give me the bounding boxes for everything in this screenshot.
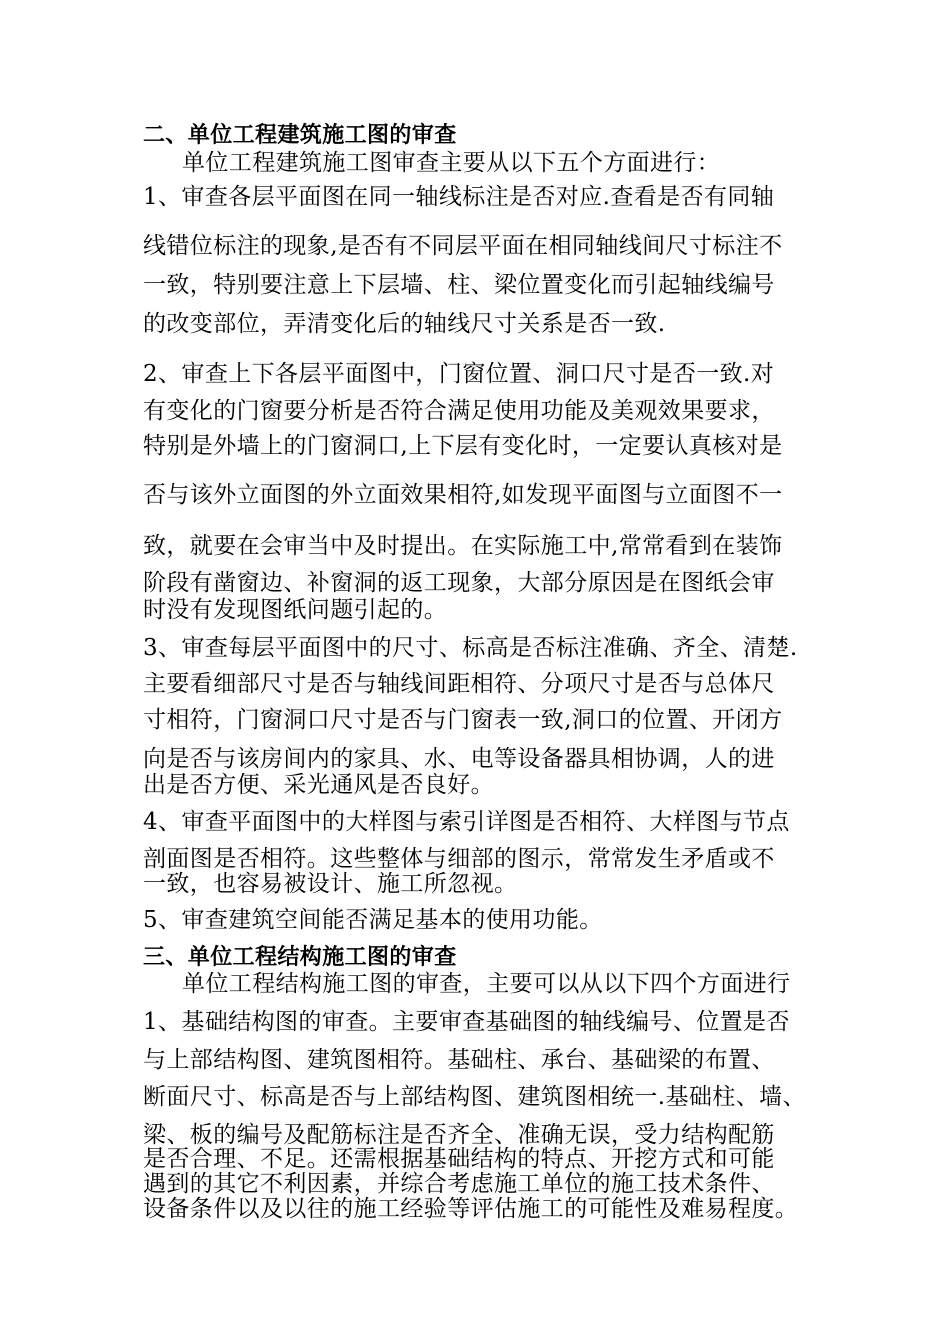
paragraph-line: 单位工程建筑施工图审查主要从以下五个方面进行： bbox=[182, 150, 721, 176]
paragraph-line: 特别是外墙上的门窗洞口,上下层有变化时，一定要认真核对是 bbox=[143, 433, 783, 459]
paragraph-line: 与上部结构图、建筑图相符。基础柱、承台、基础梁的布置、 bbox=[143, 1047, 775, 1073]
paragraph-line: 1、审查各层平面图在同一轴线标注是否对应.查看是否有同轴 bbox=[143, 184, 775, 210]
paragraph-line: 线错位标注的现象,是否有不同层平面在相同轴线间尺寸标注不 bbox=[143, 233, 783, 259]
paragraph-line: 3、审查每层平面图中的尺寸、标高是否标注准确、齐全、清楚. bbox=[143, 635, 798, 661]
paragraph-line: 梁、板的编号及配筋标注是否齐全、准确无误，受力结构配筋 bbox=[143, 1122, 775, 1148]
paragraph-line: 一致，特别要注意上下层墙、柱、梁位置变化而引起轴线编号 bbox=[143, 272, 775, 298]
paragraph-line: 主要看细部尺寸是否与轴线间距相符、分项尺寸是否与总体尺 bbox=[143, 671, 775, 697]
paragraph-line: 是否合理、不足。还需根据基础结构的特点、开挖方式和可能 bbox=[143, 1146, 775, 1172]
paragraph-line: 设备条件以及以往的施工经验等评估施工的可能性及难易程度。 bbox=[143, 1196, 799, 1222]
paragraph-line: 一致，也容易被设计、施工所忽视。 bbox=[143, 871, 518, 897]
section-heading-architecture: 二、单位工程建筑施工图的审查 bbox=[143, 123, 457, 148]
paragraph-line: 单位工程结构施工图的审查，主要可以从以下四个方面进行 bbox=[182, 971, 791, 997]
paragraph-line: 剖面图是否相符。这些整体与细部的图示，常常发生矛盾或不 bbox=[143, 846, 775, 872]
paragraph-line: 2、审查上下各层平面图中，门窗位置、洞口尺寸是否一致.对 bbox=[143, 361, 775, 387]
paragraph-line: 时没有发现图纸问题引起的。 bbox=[143, 597, 448, 623]
paragraph-line: 的改变部位，弄清变化后的轴线尺寸关系是否一致. bbox=[143, 311, 666, 337]
paragraph-line: 寸相符，门窗洞口尺寸是否与门窗表一致,洞口的位置、开闭方 bbox=[143, 707, 783, 733]
paragraph-line: 否与该外立面图的外立面效果相符,如发现平面图与立面图不一 bbox=[143, 482, 783, 508]
paragraph-line: 4、审查平面图中的大样图与索引详图是否相符、大样图与节点 bbox=[143, 809, 790, 835]
section-heading-structure: 三、单位工程结构施工图的审查 bbox=[143, 945, 457, 970]
paragraph-line: 阶段有凿窗边、补窗洞的返工现象，大部分原因是在图纸会审 bbox=[143, 570, 775, 596]
paragraph-line: 向是否与该房间内的家具、水、电等设备器具相协调，人的进 bbox=[143, 746, 775, 772]
paragraph-line: 遇到的其它不利因素，并综合考虑施工单位的施工技术条件、 bbox=[143, 1171, 775, 1197]
paragraph-line: 出是否方便、采光通风是否良好。 bbox=[143, 772, 494, 798]
paragraph-line: 1、基础结构图的审查。主要审查基础图的轴线编号、位置是否 bbox=[143, 1009, 790, 1035]
paragraph-line: 致，就要在会审当中及时提出。在实际施工中,常常看到在装饰 bbox=[143, 533, 783, 559]
paragraph-line: 5、审查建筑空间能否满足基本的使用功能。 bbox=[143, 907, 603, 933]
paragraph-line: 断面尺寸、标高是否与上部结构图、建筑图相统一.基础柱、墙、 bbox=[143, 1084, 806, 1110]
paragraph-line: 有变化的门窗要分析是否符合满足使用功能及美观效果要求， bbox=[143, 398, 775, 424]
